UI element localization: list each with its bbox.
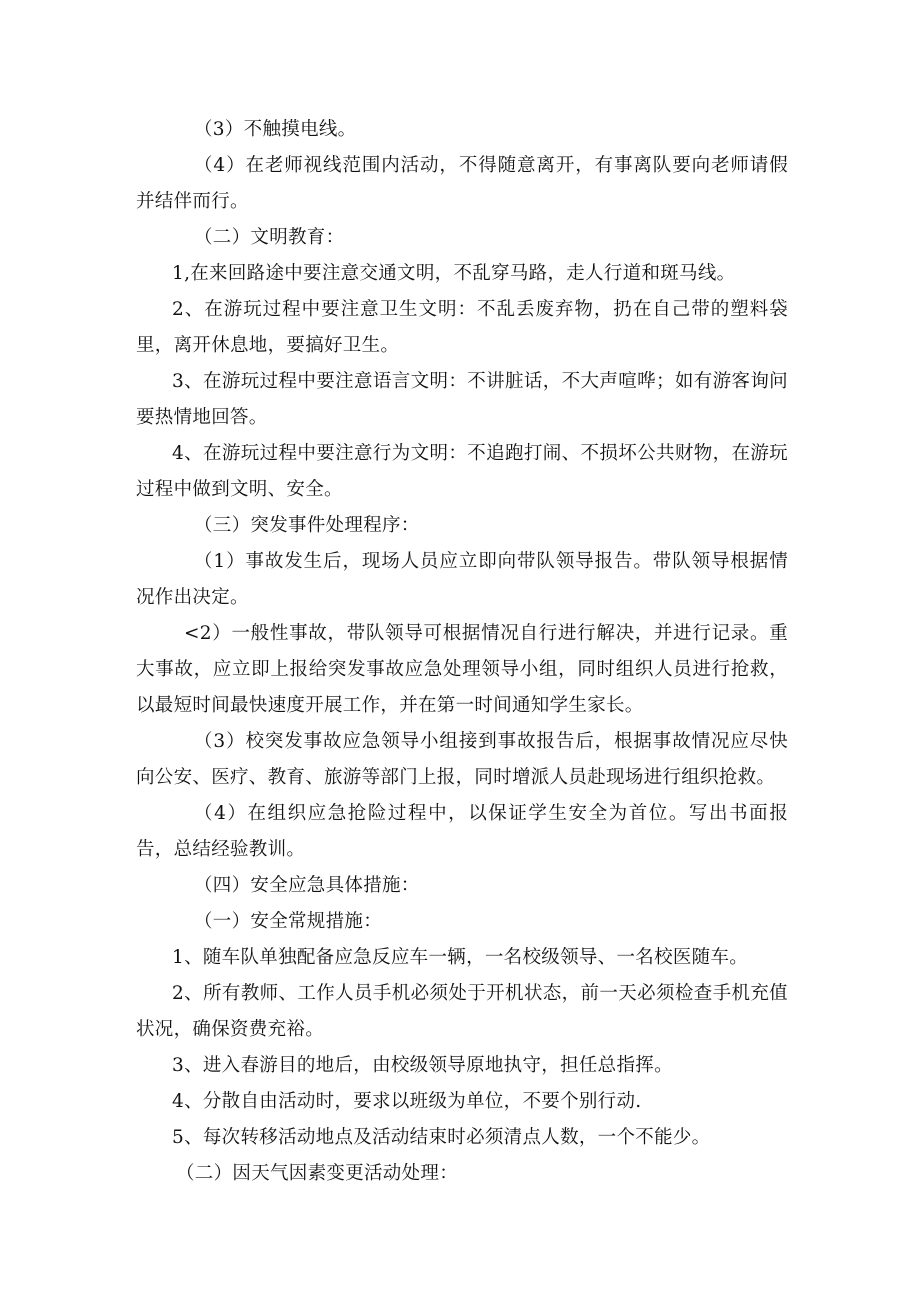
- paragraph: 3、在游玩过程中要注意语言文明：不讲脏话，不大声喧哗；如有游客询问要热情地回答。: [136, 371, 788, 428]
- document-body: [136, 112, 788, 1192]
- paragraph: 2、所有教师、工作人员手机必须处于开机状态，前一天必须检查手机充值状况，确保资费充裕。: [136, 983, 788, 1040]
- section-heading: （一）安全常规措施：: [194, 911, 383, 932]
- section-heading: （二）因天气因素变更活动处理：: [176, 1163, 459, 1184]
- paragraph: 4、在游玩过程中要注意行为文明：不追跑打闹、不损坏公共财物，在游玩过程中做到文明、安全。: [136, 443, 788, 500]
- paragraph: <2）一般性事故，带队领导可根据情况自行进行解决，并进行记录。重大事故，应立即上报给突发事故应急处理领导小组，同时组织人员进行抢救，以最短时间最快速度开展工作，并在第一时间通知学生家长。: [136, 623, 788, 716]
- section-heading: （二）文明教育：: [194, 227, 345, 248]
- paragraph: （3）校突发事故应急领导小组接到事故报告后，根据事故情况应尽快向公安、医疗、教育、旅游等部门上报，同时增派人员赴现场进行组织抢救。: [136, 731, 788, 788]
- paragraph: 4、分散自由活动时，要求以班级为单位，不要个别行动.: [172, 1091, 642, 1112]
- paragraph: 1,在来回路途中要注意交通文明，不乱穿马路，走人行道和斑马线。: [172, 263, 736, 284]
- paragraph: （3）不触摸电线。: [194, 119, 357, 140]
- paragraph: 2、在游玩过程中要注意卫生文明：不乱丢废弃物，扔在自己带的塑料袋里，离开休息地，要搞好卫生。: [136, 299, 788, 356]
- paragraph: （4）在老师视线范围内活动，不得随意离开，有事离队要向老师请假并结伴而行。: [136, 155, 788, 212]
- paragraph: 5、每次转移活动地点及活动结束时必须清点人数，一个不能少。: [172, 1127, 711, 1148]
- paragraph: 3、进入春游目的地后，由校级领导原地执守，担任总指挥。: [172, 1055, 673, 1076]
- paragraph: 1、随车队单独配备应急反应车一辆，一名校级领导、一名校医随车。: [172, 947, 749, 968]
- section-heading: （三）突发事件处理程序：: [194, 515, 420, 536]
- paragraph: （4）在组织应急抢险过程中，以保证学生安全为首位。写出书面报告，总结经验教训。: [136, 803, 788, 860]
- section-heading: （四）安全应急具体措施：: [194, 875, 420, 896]
- paragraph: （1）事故发生后，现场人员应立即向带队领导报告。带队领导根据情况作出决定。: [136, 551, 788, 608]
